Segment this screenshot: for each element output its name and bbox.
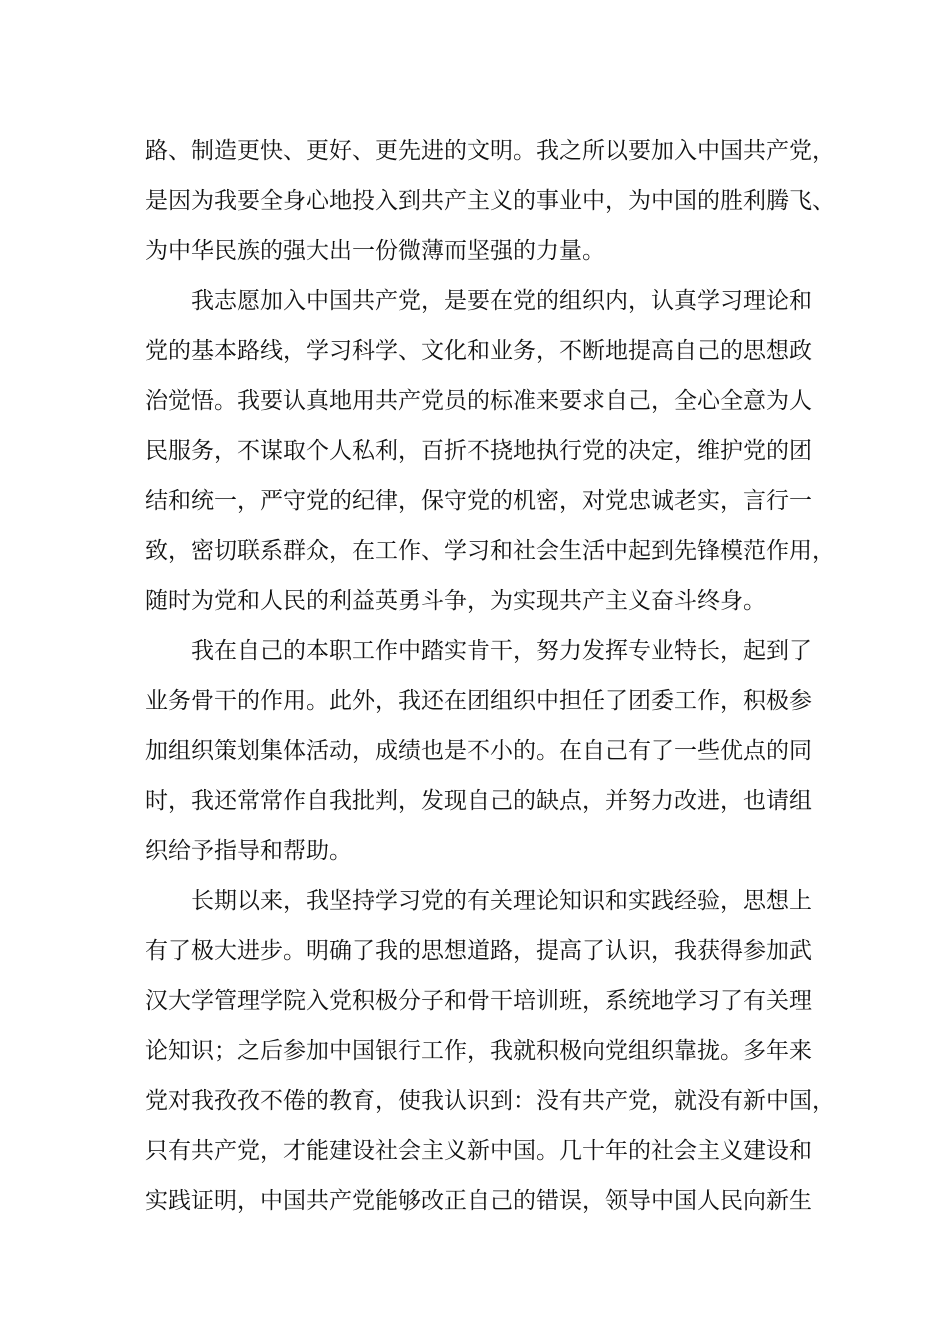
text-line: 业务骨干的作用。此外，我还在团组织中担任了团委工作，积极参 (145, 688, 812, 714)
text-line: 党对我孜孜不倦的教育，使我认识到：没有共产党，就没有新中国， (145, 1088, 835, 1114)
text-line: 有了极大进步。明确了我的思想道路，提高了认识，我获得参加武 (145, 938, 812, 964)
text-line: 实践证明，中国共产党能够改正自己的错误，领导中国人民向新生 (145, 1188, 812, 1214)
paragraph-first-line: 长期以来，我坚持学习党的有关理论知识和实践经验，思想上 (191, 888, 812, 914)
text-line: 为中华民族的强大出一份微薄而坚强的力量。 (145, 238, 605, 264)
text-line: 汉大学管理学院入党积极分子和骨干培训班，系统地学习了有关理 (145, 988, 812, 1014)
text-line: 治觉悟。我要认真地用共产党员的标准来要求自己，全心全意为人 (145, 388, 812, 414)
paragraph-first-line: 我在自己的本职工作中踏实肯干，努力发挥专业特长，起到了 (191, 638, 812, 664)
text-line: 路、制造更快、更好、更先进的文明。我之所以要加入中国共产党， (145, 138, 835, 164)
text-line: 论知识；之后参加中国银行工作，我就积极向党组织靠拢。多年来 (145, 1038, 812, 1064)
text-line: 加组织策划集体活动，成绩也是不小的。在自己有了一些优点的同 (145, 738, 812, 764)
text-line: 随时为党和人民的利益英勇斗争，为实现共产主义奋斗终身。 (145, 588, 766, 614)
text-line: 时，我还常常作自我批判，发现自己的缺点，并努力改进，也请组 (145, 788, 812, 814)
text-line: 党的基本路线，学习科学、文化和业务，不断地提高自己的思想政 (145, 338, 812, 364)
text-line: 是因为我要全身心地投入到共产主义的事业中，为中国的胜利腾飞、 (145, 188, 835, 214)
text-line: 只有共产党，才能建设社会主义新中国。几十年的社会主义建设和 (145, 1138, 812, 1164)
text-line: 织给予指导和帮助。 (145, 838, 352, 864)
text-line: 结和统一，严守党的纪律，保守党的机密，对党忠诚老实，言行一 (145, 488, 812, 514)
text-line: 致，密切联系群众，在工作、学习和社会生活中起到先锋模范作用， (145, 538, 835, 564)
paragraph-first-line: 我志愿加入中国共产党，是要在党的组织内，认真学习理论和 (191, 288, 812, 314)
text-line: 民服务，不谋取个人私利，百折不挠地执行党的决定，维护党的团 (145, 438, 812, 464)
